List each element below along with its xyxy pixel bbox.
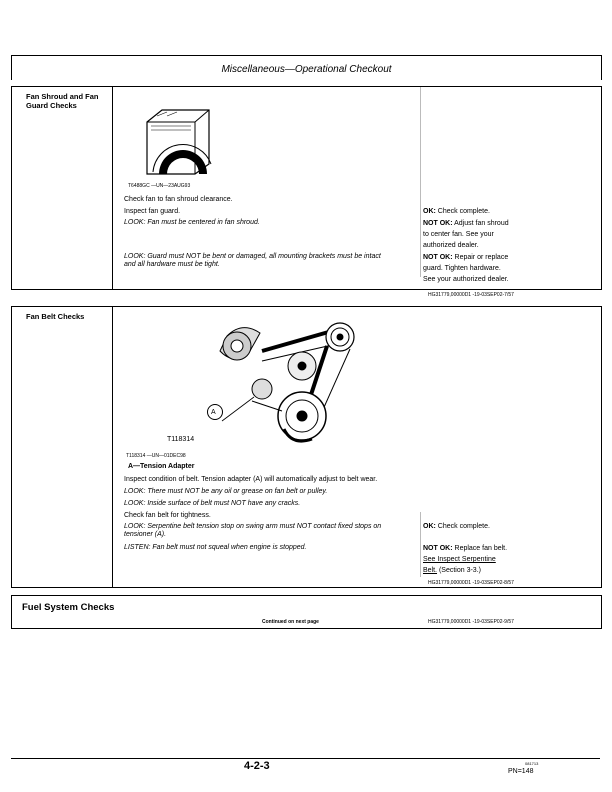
ok-result [423,522,490,531]
notok-text: Adjust fan shroud [454,220,509,227]
step-look-oil: LOOK: There must NOT be any oil or grease on fan belt or pulley. [124,488,328,495]
inspect-serpentine-belt-link[interactable]: See Inspect Serpentine [423,556,496,563]
notok-text: Replace fan belt. [454,545,508,552]
section-divider-left [112,307,113,587]
step-look-tension-stop-cont: tensioner (A). [124,531,167,538]
step-look-guard-cont: and all hardware must be tight. [124,261,220,268]
notok-text: to center fan. See your [423,231,494,238]
section-divider-right [420,512,421,577]
callout-a-label: A [211,409,216,416]
fan-shroud-illustration [137,102,217,182]
ok-result [423,207,490,216]
fan-belt-figure-label: T118314 [167,436,195,443]
step-inspect-belt: Inspect condition of belt. Tension adapter (A) will automatically adjust to belt wear. [124,476,378,483]
fan-belt-section [11,306,602,588]
fan-belt-illustration [192,311,372,456]
fuel-system-section [11,595,602,629]
fan-shroud-figure-id: T6488GC —UN—23AUG93 [128,183,191,189]
fan-belt-ref: HG31779,00000D1 -19-03SEP02-8/57 [428,580,514,586]
step-listen-squeal: LISTEN: Fan belt must not squeal when engine is stopped. [124,544,307,551]
step-look-tension-stop: LOOK: Serpentine belt tension stop on swing arm must NOT contact fixed stops on [124,523,382,530]
footer-rule [11,758,600,759]
fan-belt-figure-id: T118314 —UN—01DEC98 [126,453,186,459]
belt-link[interactable]: Belt. [423,567,438,574]
ok-label: OK: [423,523,436,530]
notok-shroud-result [423,218,509,251]
step-look-cracks: LOOK: Inside surface of belt must NOT have any cracks. [124,500,301,507]
continued-note: Continued on next page [262,619,319,625]
section-ref-text: (Section 3-3.) [437,567,481,574]
step-check-clearance: Check fan to fan shroud clearance. [124,196,233,203]
ok-label: OK: [423,208,436,215]
notok-label: NOT OK: [423,254,453,261]
notok-label: NOT OK: [423,220,453,227]
notok-text: Repair or replace [454,254,509,261]
fan-shroud-title-line2: Guard Checks [26,101,77,110]
step-look-centered: LOOK: Fan must be centered in fan shroud. [124,219,260,226]
fuel-system-title: Fuel System Checks [22,602,115,613]
page-header [11,55,602,80]
fan-belt-title: Fan Belt Checks [26,312,85,321]
fan-shroud-ref: HG31779,00000D1 -19-03SEP02-7/57 [428,292,514,298]
fan-shroud-title-line1: Fan Shroud and Fan [26,92,99,101]
footer-code: 081713 [525,761,539,766]
ok-text: Check complete. [437,523,490,530]
page-title: Miscellaneous—Operational Checkout [221,64,392,75]
notok-text: guard. Tighten hardware. [423,265,501,272]
ok-text: Check complete. [437,208,490,215]
fan-shroud-title [26,92,99,110]
notok-belt-result [423,543,507,576]
notok-text: See your authorized dealer. [423,276,509,283]
step-inspect-guard: Inspect fan guard. [124,208,181,215]
fan-shroud-section [11,86,602,298]
section-divider-left [112,87,113,289]
notok-text: authorized dealer. [423,242,479,249]
tension-adapter-legend: A—Tension Adapter [128,463,195,470]
section-divider-right [420,87,421,277]
notok-label: NOT OK: [423,545,453,552]
page-number: 4-2-3 [244,760,270,772]
notok-guard-result [423,252,509,285]
step-look-guard: LOOK: Guard must NOT be bent or damaged, all mounting brackets must be intact [124,253,381,260]
step-check-tightness: Check fan belt for tightness. [124,512,211,519]
fuel-ref: HG31779,00000D1 -19-03SEP02-9/57 [428,619,514,625]
footer-pn: PN=148 [508,768,534,775]
